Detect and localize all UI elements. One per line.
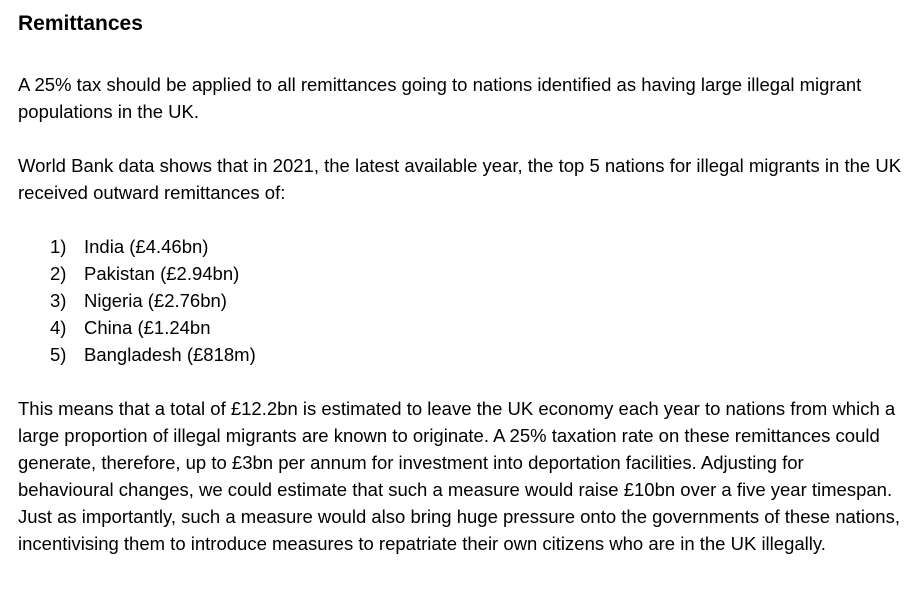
- intro-paragraph: A 25% tax should be applied to all remittances going to nations identified as having large illegal migrant populations in the UK.: [18, 74, 862, 122]
- list-item-number: 5): [50, 344, 67, 365]
- list-item: [50, 260, 903, 287]
- section-heading: Remittances: [18, 12, 143, 35]
- list-item-number: 4): [50, 317, 67, 338]
- list-item: [50, 233, 903, 260]
- list-item: [50, 287, 903, 314]
- list-item-text: Pakistan (£2.94bn): [84, 263, 240, 284]
- list-item-text: Nigeria (£2.76bn): [84, 290, 227, 311]
- list-item-text: India (£4.46bn): [84, 236, 209, 257]
- list-item-text: China (£1.24bn: [84, 317, 211, 338]
- list-item: [50, 314, 903, 341]
- data-paragraph: World Bank data shows that in 2021, the latest available year, the top 5 nations for illegal migrants in the UK received outward remittances of:: [18, 155, 902, 203]
- remittances-list: [18, 233, 903, 368]
- list-item-number: 3): [50, 290, 67, 311]
- list-item-text: Bangladesh (£818m): [84, 344, 256, 365]
- list-item: [50, 341, 903, 368]
- list-item-number: 2): [50, 263, 67, 284]
- conclusion-paragraph: This means that a total of £12.2bn is estimated to leave the UK economy each year to nations from which a large proportion of illegal migrants are known to originate. A 25% taxation rate on these remittances could generate, therefore, up to £3bn per annum for investment into deportation facilities. Adjusting for behavioural changes, we could estimate that such a measure would raise £10bn over a five year timespan. Just as importantly, such a measure would also bring huge pressure onto the governments of these nations, incentivising them to introduce measures to repatriate their own citizens who are in the UK illegally.: [18, 398, 900, 554]
- list-item-number: 1): [50, 236, 67, 257]
